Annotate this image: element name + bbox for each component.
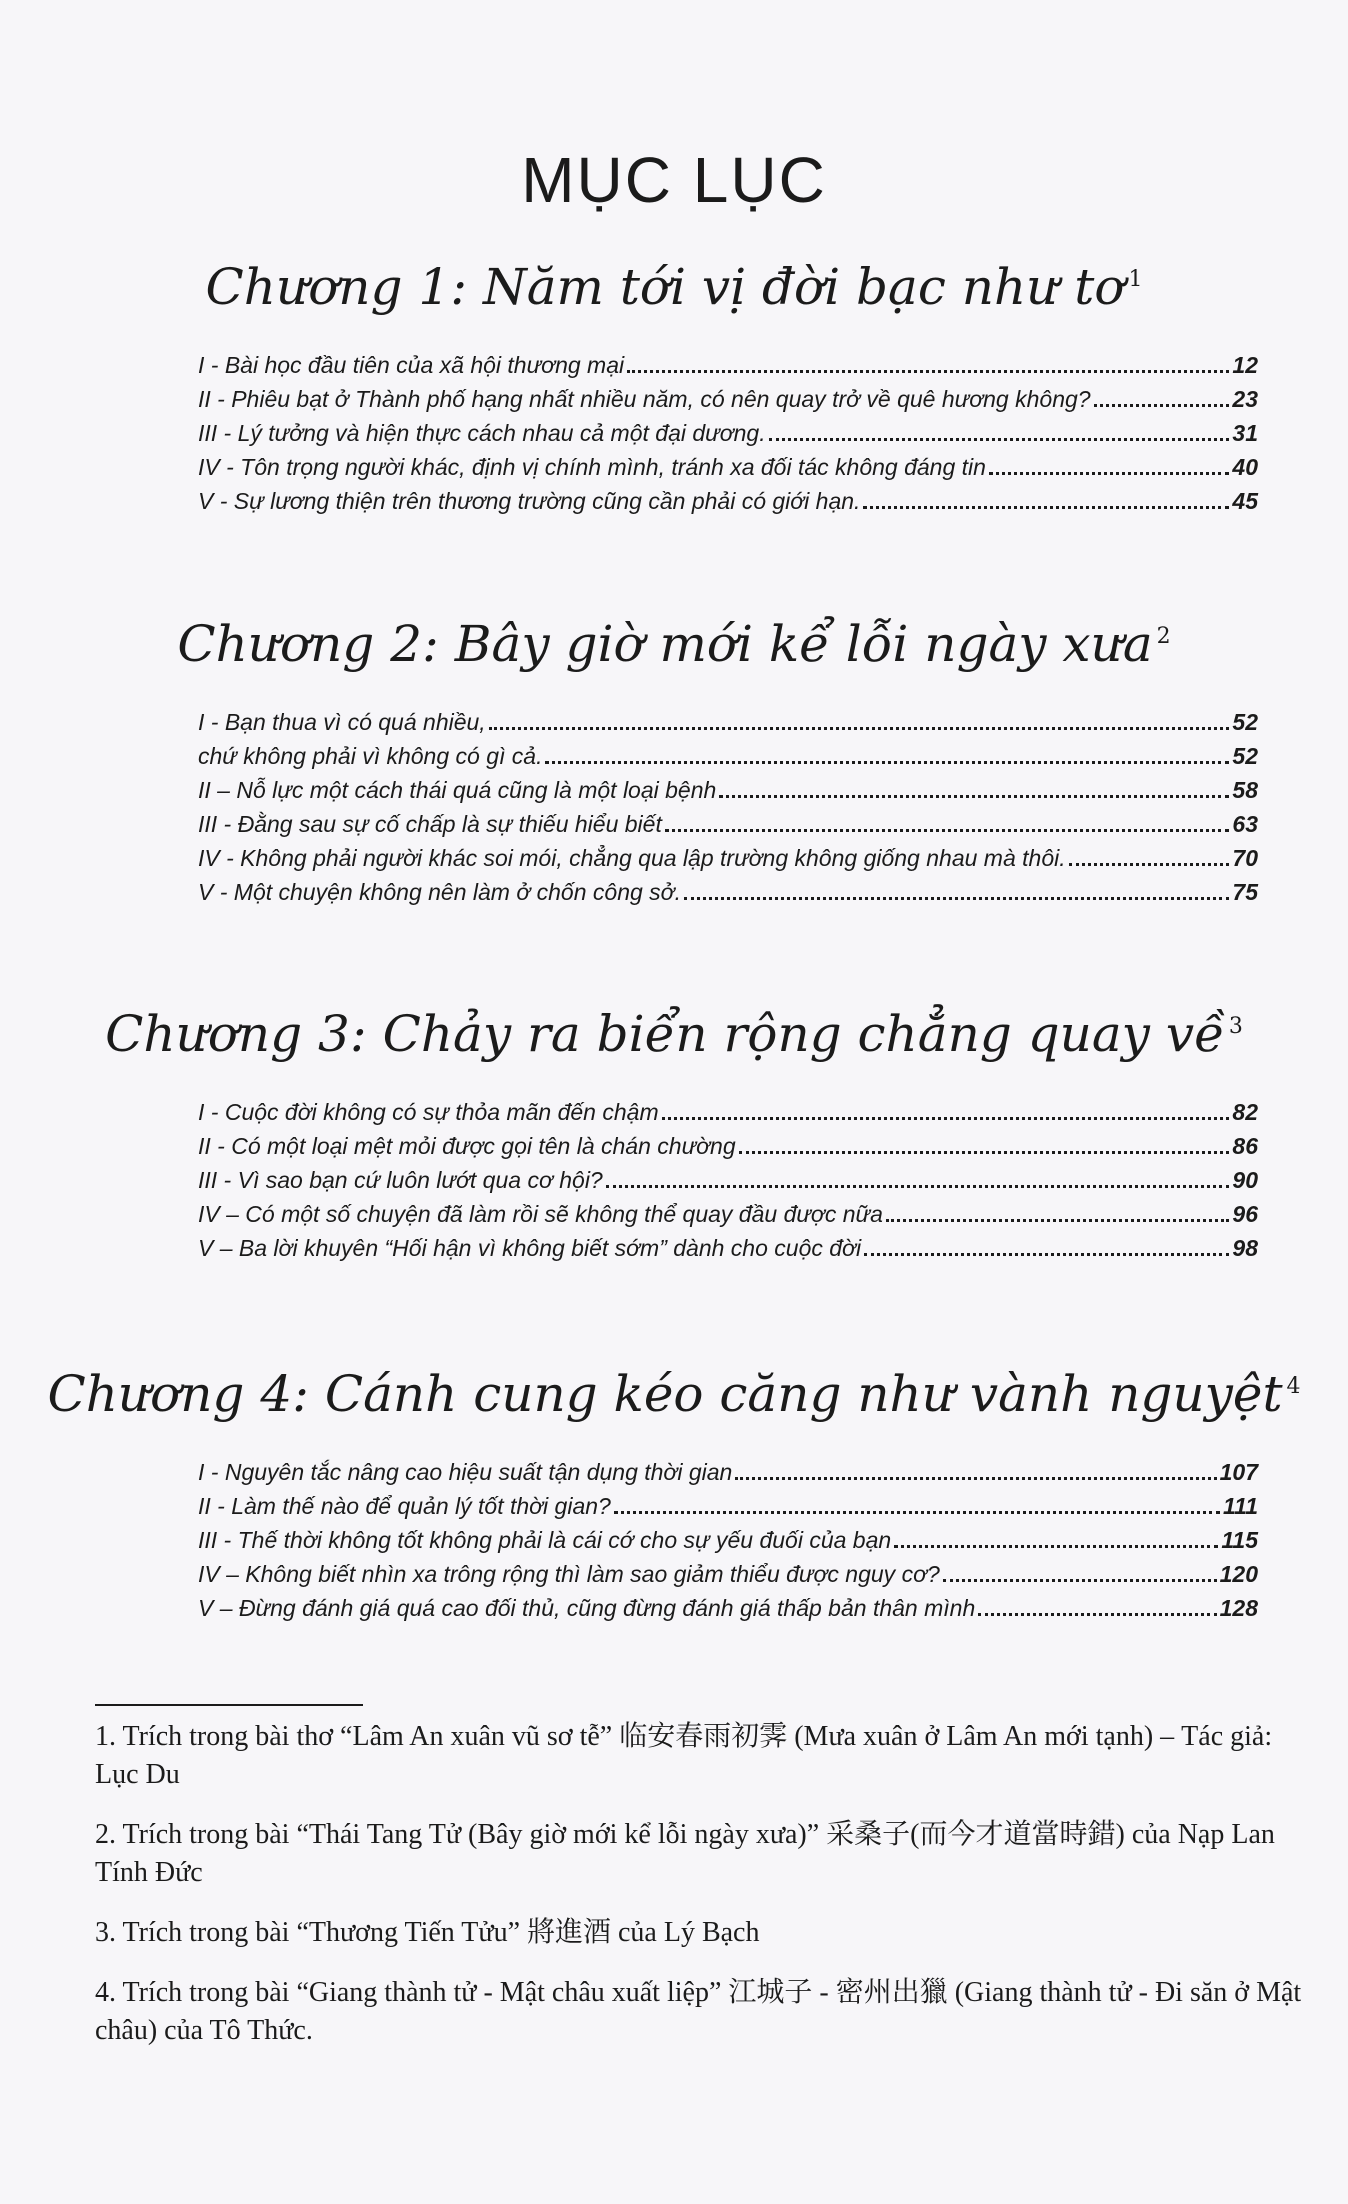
dot-leader xyxy=(606,1184,1230,1188)
entry-page: 70 xyxy=(1232,845,1258,871)
footnote-4: 4. Trích trong bài “Giang thành tử - Mật châu xuất liệp” 江城子 - 密州出獵 (Giang thành tử - Đi săn ở Mật châu) của Tô Thức. xyxy=(95,1977,1302,2046)
dot-leader xyxy=(1069,862,1230,866)
chapter-1-entries xyxy=(198,346,1258,516)
toc-entry[interactable] xyxy=(198,1093,1258,1127)
dot-leader xyxy=(545,760,1229,764)
entry-page: 86 xyxy=(1232,1133,1258,1159)
entry-page: 63 xyxy=(1232,811,1258,837)
entry-title: I - Cuộc đời không có sự thỏa mãn đến chậm xyxy=(198,1099,659,1125)
entry-page: 52 xyxy=(1232,743,1258,769)
entry-page: 31 xyxy=(1232,420,1258,446)
dot-leader xyxy=(886,1218,1230,1222)
toc-entry[interactable] xyxy=(198,1487,1258,1521)
entry-title: V - Sự lương thiện trên thương trường cũng cần phải có giới hạn. xyxy=(198,488,861,514)
entry-title: V - Một chuyện không nên làm ở chốn công sở. xyxy=(198,879,681,905)
toc-entry[interactable] xyxy=(198,703,1258,737)
footnote-1: 1. Trích trong bài thơ “Lâm An xuân vũ sơ tễ” 临安春雨初霁 (Mưa xuân ở Lâm An mới tạnh) – Tác giả: Lục Du xyxy=(95,1721,1273,1790)
toc-entry[interactable] xyxy=(198,1229,1258,1263)
footnote-3: 3. Trích trong bài “Thương Tiến Tửu” 將進酒 của Lý Bạch xyxy=(95,1917,760,1948)
entry-page: 128 xyxy=(1219,1595,1258,1621)
chapter-2-heading xyxy=(0,615,1348,673)
toc-entry[interactable] xyxy=(198,805,1258,839)
chapter-3-note: 3 xyxy=(1228,1014,1243,1040)
entry-page: 90 xyxy=(1232,1167,1258,1193)
entry-title: V – Ba lời khuyên “Hối hận vì không biết sớm” dành cho cuộc đời xyxy=(198,1235,862,1261)
entry-page: 40 xyxy=(1232,454,1258,480)
chapter-3-title: Chương 3: Chảy ra biển rộng chẳng quay về xyxy=(105,1005,1225,1063)
entry-page: 12 xyxy=(1232,352,1258,378)
chapter-1-title: Chương 1: Năm tới vị đời bạc như tơ xyxy=(205,258,1125,316)
entry-title: IV – Không biết nhìn xa trông rộng thì làm sao giảm thiểu được nguy cơ? xyxy=(198,1561,940,1587)
toc-entry[interactable] xyxy=(198,839,1258,873)
toc-entry[interactable] xyxy=(198,482,1258,516)
chapter-2-note: 2 xyxy=(1156,624,1171,650)
dot-leader xyxy=(943,1578,1217,1582)
dot-leader xyxy=(489,726,1230,730)
entry-title: II – Nỗ lực một cách thái quá cũng là một loại bệnh xyxy=(198,777,717,803)
toc-entry[interactable] xyxy=(198,1195,1258,1229)
entry-title: III - Lý tưởng và hiện thực cách nhau cả một đại dương. xyxy=(198,420,766,446)
chapter-1-heading xyxy=(0,258,1348,316)
dot-leader xyxy=(665,828,1230,832)
entry-title: I - Bài học đầu tiên của xã hội thương mại xyxy=(198,352,625,378)
entry-title: II - Phiêu bạt ở Thành phố hạng nhất nhiều năm, có nên quay trở về quê hương không? xyxy=(198,386,1091,412)
footnotes xyxy=(95,1718,1305,2072)
entry-page: 115 xyxy=(1221,1527,1258,1553)
chapter-4-title: Chương 4: Cánh cung kéo căng như vành nguyệt xyxy=(47,1365,1283,1423)
toc-entry[interactable] xyxy=(198,1453,1258,1487)
dot-leader xyxy=(719,794,1229,798)
entry-page: 52 xyxy=(1232,709,1258,735)
chapter-2-title: Chương 2: Bây giờ mới kể lỗi ngày xưa xyxy=(177,615,1153,673)
entry-title: chứ không phải vì không có gì cả. xyxy=(198,743,543,769)
entry-page: 107 xyxy=(1219,1459,1258,1485)
chapter-3-entries xyxy=(198,1093,1258,1263)
entry-title: V – Đừng đánh giá quá cao đối thủ, cũng đừng đánh giá thấp bản thân mình xyxy=(198,1595,976,1621)
dot-leader xyxy=(627,369,1229,373)
page-title: MỤC LỤC xyxy=(521,143,827,216)
toc-entry[interactable] xyxy=(198,737,1258,771)
entry-page: 120 xyxy=(1219,1561,1258,1587)
toc-entry[interactable] xyxy=(198,448,1258,482)
entry-title: III - Thế thời không tốt không phải là cái cớ cho sự yếu đuối của bạn xyxy=(198,1527,892,1553)
chapter-3-heading xyxy=(0,1005,1348,1063)
footnote-2: 2. Trích trong bài “Thái Tang Tử (Bây giờ mới kể lỗi ngày xưa)” 采桑子(而今才道當時錯) của Nạp Lan Tính Đức xyxy=(95,1819,1275,1888)
entry-page: 98 xyxy=(1232,1235,1258,1261)
dot-leader xyxy=(864,1252,1229,1256)
entry-title: III - Đằng sau sự cố chấp là sự thiếu hiểu biết xyxy=(198,811,662,837)
entry-title: IV - Tôn trọng người khác, định vị chính mình, tránh xa đối tác không đáng tin xyxy=(198,454,986,480)
dot-leader xyxy=(684,896,1229,900)
dot-leader xyxy=(735,1476,1216,1480)
dot-leader xyxy=(614,1510,1220,1514)
toc-entry[interactable] xyxy=(198,1161,1258,1195)
toc-entry[interactable] xyxy=(198,873,1258,907)
entry-page: 75 xyxy=(1232,879,1258,905)
toc-entry[interactable] xyxy=(198,414,1258,448)
dot-leader xyxy=(978,1612,1216,1616)
footnote-divider xyxy=(95,1704,363,1706)
entry-page: 23 xyxy=(1232,386,1258,412)
entry-page: 45 xyxy=(1232,488,1258,514)
chapter-2-entries xyxy=(198,703,1258,907)
dot-leader xyxy=(769,437,1230,441)
dot-leader xyxy=(1094,403,1230,407)
toc-entry[interactable] xyxy=(198,1127,1258,1161)
dot-leader xyxy=(894,1544,1218,1548)
entry-title: II - Có một loại mệt mỏi được gọi tên là chán chường xyxy=(198,1133,736,1159)
entry-title: I - Bạn thua vì có quá nhiều, xyxy=(198,709,486,735)
entry-title: II - Làm thế nào để quản lý tốt thời gian? xyxy=(198,1493,611,1519)
entry-title: IV - Không phải người khác soi mói, chẳng qua lập trường không giống nhau mà thôi. xyxy=(198,845,1066,871)
toc-entry[interactable] xyxy=(198,771,1258,805)
entry-page: 111 xyxy=(1223,1493,1258,1519)
dot-leader xyxy=(662,1116,1230,1120)
entry-page: 96 xyxy=(1232,1201,1258,1227)
entry-page: 58 xyxy=(1232,777,1258,803)
dot-leader xyxy=(989,471,1229,475)
toc-entry[interactable] xyxy=(198,346,1258,380)
dot-leader xyxy=(739,1150,1230,1154)
toc-entry[interactable] xyxy=(198,1521,1258,1555)
chapter-4-note: 4 xyxy=(1286,1374,1301,1400)
entry-title: I - Nguyên tắc nâng cao hiệu suất tận dụng thời gian xyxy=(198,1459,733,1485)
dot-leader xyxy=(863,505,1229,509)
toc-entry[interactable] xyxy=(198,380,1258,414)
toc-entry[interactable] xyxy=(198,1589,1258,1623)
chapter-1-note: 1 xyxy=(1128,267,1143,293)
chapter-4-heading xyxy=(0,1365,1348,1423)
entry-title: IV – Có một số chuyện đã làm rồi sẽ không thể quay đầu được nữa xyxy=(198,1201,883,1227)
toc-entry[interactable] xyxy=(198,1555,1258,1589)
entry-page: 82 xyxy=(1232,1099,1258,1125)
entry-title: III - Vì sao bạn cứ luôn lướt qua cơ hội? xyxy=(198,1167,603,1193)
chapter-4-entries xyxy=(198,1453,1258,1623)
